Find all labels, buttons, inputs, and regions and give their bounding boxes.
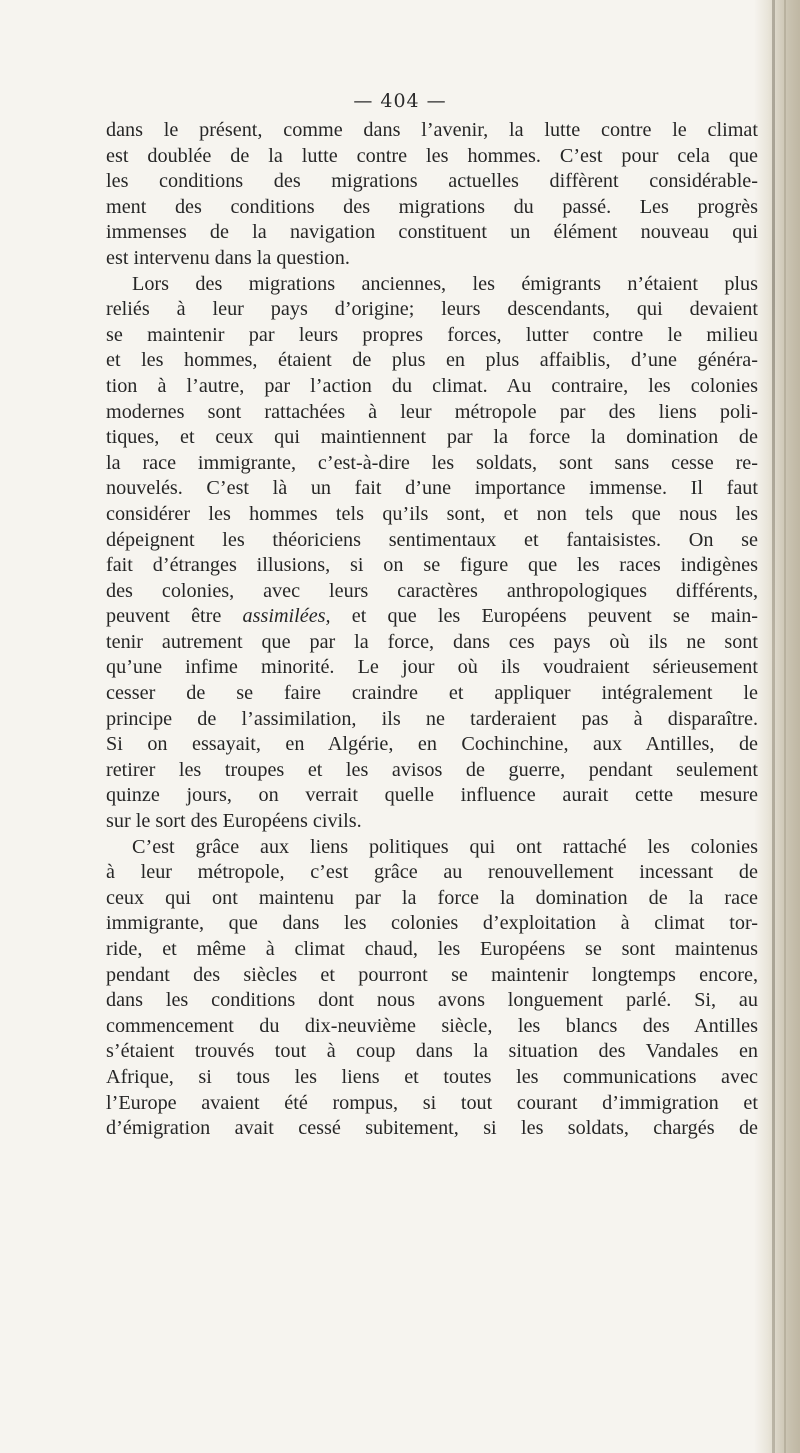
text-line: commencement du dix-neuvième siècle, les blancs des Antilles — [106, 1014, 758, 1037]
body-text — [106, 118, 758, 1142]
text-line: tiques, et ceux qui maintiennent par la force la domination de — [106, 426, 758, 449]
italic-word: assimilées, — [242, 605, 331, 628]
text-line: principe de l’assimilation, ils ne tarderaient pas à disparaître. — [106, 707, 758, 730]
text-line: cesser de se faire craindre et appliquer intégralement le — [106, 682, 758, 705]
text-line: retirer les troupes et les avisos de guerre, pendant seulement — [106, 758, 758, 781]
text-line: ride, et même à climat chaud, les Européens se sont maintenus — [106, 938, 758, 960]
text-line: quinze jours, on verrait quelle influence aurait cette mesure — [106, 784, 758, 807]
text-line: les conditions des migrations actuelles diffèrent considérable- — [106, 170, 758, 193]
page-binding-edge — [754, 0, 800, 1453]
text-line: C’est grâce aux liens politiques qui ont rattaché les colonies — [132, 835, 758, 858]
text-line: fait d’étranges illusions, si on se figure que les races indigènes — [106, 554, 758, 577]
text-line: Afrique, si tous les liens et toutes les communications avec — [106, 1065, 758, 1088]
text-line: pendant des siècles et pourront se maintenir longtemps encore, — [106, 963, 758, 986]
text-line-segment: et que les Européens peuvent se main- — [330, 605, 759, 628]
text-line: d’émigration avait cessé subitement, si les soldats, chargés de — [106, 1117, 758, 1140]
text-line: des colonies, avec leurs caractères anthropologiques différents, — [106, 579, 758, 602]
text-line: sur le sort des Européens civils. — [106, 810, 362, 833]
text-line: dans les conditions dont nous avons longuement parlé. Si, au — [106, 989, 758, 1012]
text-line: qu’une infime minorité. Le jour où ils voudraient sérieusement — [106, 656, 758, 679]
text-line-segment: peuvent être — [106, 605, 243, 628]
text-line: à leur métropole, c’est grâce au renouvellement incessant de — [106, 861, 758, 884]
text-line: modernes sont rattachées à leur métropole par des liens poli- — [106, 400, 758, 423]
text-line: se maintenir par leurs propres forces, lutter contre le milieu — [106, 323, 758, 346]
text-line: est intervenu dans la question. — [106, 246, 350, 269]
text-line: immenses de la navigation constituent un élément nouveau qui — [106, 221, 758, 244]
text-line: et les hommes, étaient de plus en plus affaiblis, d’une généra- — [106, 349, 758, 372]
text-line: dans le présent, comme dans l’avenir, la lutte contre le climat — [106, 119, 758, 141]
text-line: ment des conditions des migrations du passé. Les progrès — [106, 195, 758, 218]
text-line: Si on essayait, en Algérie, en Cochinchine, aux Antilles, de — [106, 733, 758, 756]
page-number: — 404 — — [353, 90, 447, 112]
text-line: dépeignent les théoriciens sentimentaux et fantaisistes. On se — [106, 528, 758, 551]
text-line: ceux qui ont maintenu par la force la domination de la race — [106, 886, 758, 909]
text-line: reliés à leur pays d’origine; leurs descendants, qui devaient — [106, 298, 758, 321]
text-line: Lors des migrations anciennes, les émigrants n’étaient plus — [132, 272, 758, 295]
text-line: tion à l’autre, par l’action du climat. Au contraire, les colonies — [106, 374, 758, 397]
text-line: l’Europe avaient été rompus, si tout courant d’immigration et — [106, 1091, 758, 1114]
text-line: s’étaient trouvés tout à coup dans la situation des Vandales en — [106, 1040, 758, 1063]
text-line: tenir autrement que par la force, dans ces pays où ils ne sont — [106, 630, 758, 653]
text-line: est doublée de la lutte contre les hommes. C’est pour cela que — [106, 144, 758, 167]
text-line: nouvelés. C’est là un fait d’une importance immense. Il faut — [106, 477, 758, 500]
text-line: la race immigrante, c’est-à-dire les soldats, sont sans cesse re- — [106, 451, 758, 474]
text-line: immigrante, que dans les colonies d’exploitation à climat tor- — [106, 912, 758, 935]
text-line: considérer les hommes tels qu’ils sont, et non tels que nous les — [106, 502, 758, 525]
text-line — [106, 604, 758, 630]
